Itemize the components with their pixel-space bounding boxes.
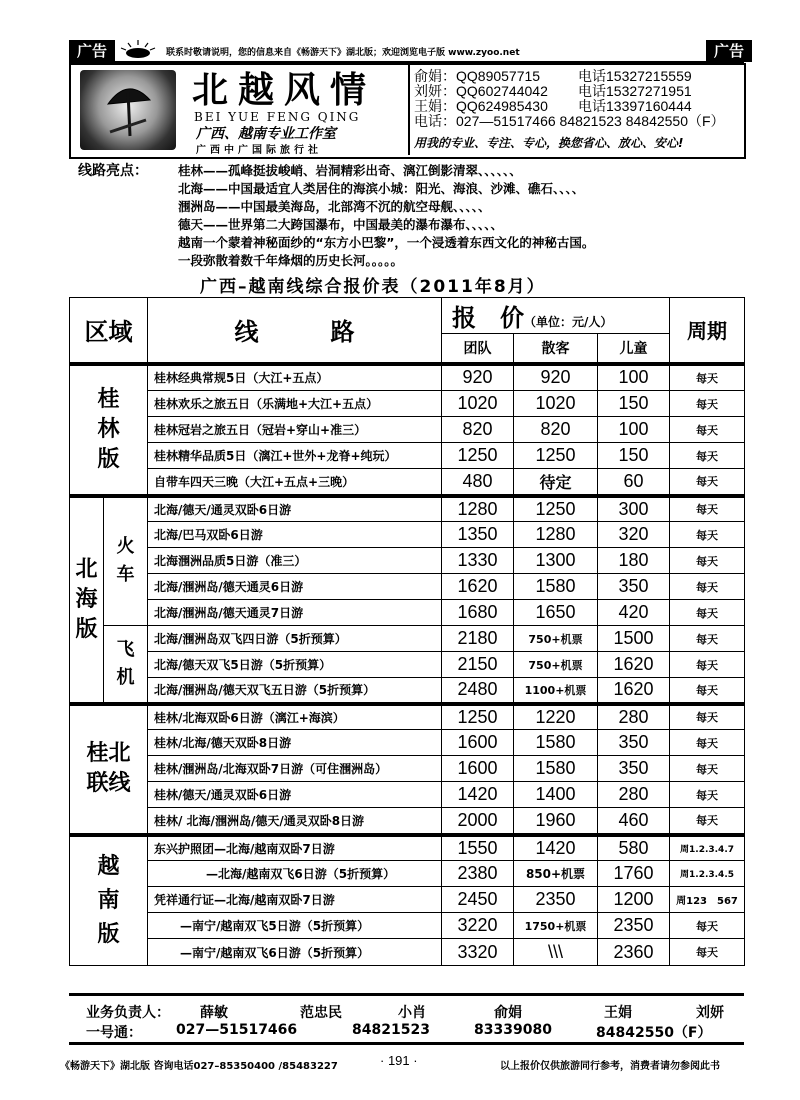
umbrella-icon [80,70,176,150]
table-row [70,496,745,522]
highlight-line: 桂林——孤峰挺拔峻峭、岩洞精彩出奇、漓江倒影清翠、、、、、、 [178,163,522,178]
period-cell: 每天 [670,600,745,626]
single-price: 1580 [514,730,598,756]
single-price: 850+机票 [514,861,598,887]
group-price: 480 [442,469,514,496]
group-price: 2000 [442,808,514,835]
period-cell: 每天 [670,417,745,443]
child-price: 100 [598,364,670,391]
contact-phone-3: 电话13397160444 [578,98,692,114]
group-price: 1420 [442,782,514,808]
single-price: 1300 [514,548,598,574]
staff-rule-bottom [69,1042,744,1045]
sub-region-train: 火车 [104,496,148,626]
hotline-number: 84842550（F） [596,1025,712,1041]
period-cell: 每天 [670,364,745,391]
group-price: 1620 [442,574,514,600]
route-cell: 凭祥通行证—北海/越南双卧7日游 [148,887,442,913]
table-row [70,939,745,966]
group-price: 920 [442,364,514,391]
route-cell: 桂林经典常规5日（大江+五点） [148,364,442,391]
table-title: 广西–越南线综合报价表（2011年8月） [200,277,546,297]
header-group: 团队 [442,334,514,364]
hotline-number: 84821523 [352,1022,430,1038]
child-price: 150 [598,443,670,469]
single-price: 750+机票 [514,626,598,652]
table-row [70,782,745,808]
table-row [70,704,745,730]
group-price: 1600 [442,730,514,756]
route-cell: 桂林/涠洲岛/北海双卧7日游（可住涠洲岛） [148,756,442,782]
child-price: 100 [598,417,670,443]
agency-emblem [80,70,176,150]
table-row [70,626,745,652]
table-row [70,548,745,574]
group-price: 1600 [442,756,514,782]
single-price: 820 [514,417,598,443]
single-price: 1420 [514,835,598,861]
region-beihai: 北海版 [70,496,104,704]
route-cell: 自带车四天三晚（大江+五点+三晚） [148,469,442,496]
header-region: 区域 [70,298,148,364]
single-price: 1220 [514,704,598,730]
route-cell: —北海/越南双飞6日游（5折预算） [148,861,442,887]
table-row [70,678,745,704]
period-cell: 每天 [670,469,745,496]
period-cell: 每天 [670,391,745,417]
group-price: 2480 [442,678,514,704]
group-price: 2180 [442,626,514,652]
period-cell: 每天 [670,626,745,652]
group-price: 1250 [442,443,514,469]
brand-name: 北越风情 [192,69,377,111]
page-number: · 191 · [380,1053,418,1068]
table-row [70,364,745,391]
child-price: 280 [598,704,670,730]
single-price: 1580 [514,574,598,600]
group-price: 1330 [442,548,514,574]
single-price: 1020 [514,391,598,417]
staff-name: 王娟 [604,1005,632,1021]
child-price: 1620 [598,678,670,704]
group-price: 2150 [442,652,514,678]
header-price-cell [442,298,670,334]
single-price: 1250 [514,496,598,522]
brand-agency: 广西中广国际旅行社 [196,145,322,156]
child-price: 180 [598,548,670,574]
child-price: 1500 [598,626,670,652]
header-price: 报 价 [452,304,524,332]
footer-right: 以上报价仅供旅游同行参考，消费者请勿参阅此书 [500,1061,720,1072]
sun-logo-icon [116,40,160,62]
child-price: 2360 [598,939,670,966]
single-price: 1960 [514,808,598,835]
table-row [70,913,745,939]
table-row [70,574,745,600]
route-cell: 桂林精华品质5日（漓江+世外+龙脊+纯玩） [148,443,442,469]
single-price: 待定 [514,469,598,496]
route-cell: 北海/德天双飞5日游（5折预算） [148,652,442,678]
table-row [70,730,745,756]
staff-rule-top [69,993,744,996]
staff-name: 范忠民 [300,1005,342,1021]
contact-name-2: 刘妍：QQ602744042 [414,83,548,99]
period-cell: 每天 [670,808,745,835]
hotline-number: 027—51517466 [176,1022,298,1038]
route-cell: —南宁/越南双飞6日游（5折预算） [148,939,442,966]
hotline-label: 一号通： [86,1025,142,1041]
route-cell: 北海涠洲品质5日游（准三） [148,548,442,574]
child-price: 320 [598,522,670,548]
child-price: 300 [598,496,670,522]
contact-name-3: 王娟：QQ624985430 [414,98,548,114]
table-row [70,600,745,626]
table-row [70,835,745,861]
child-price: 2350 [598,913,670,939]
brand-subtitle: 广西、越南专业工作室 [196,126,336,142]
period-cell: 每天 [670,496,745,522]
table-row [70,861,745,887]
route-cell: 北海/涠洲岛双飞四日游（5折预算） [148,626,442,652]
staff-name: 薛敏 [200,1005,228,1021]
header-child: 儿童 [598,334,670,364]
highlight-line: 北海——中国最适宜人类居住的海滨小城：阳光、海浪、沙滩、礁石、、、、 [178,181,585,196]
single-price: 750+机票 [514,652,598,678]
route-cell: —南宁/越南双飞5日游（5折预算） [148,913,442,939]
single-price: 1650 [514,600,598,626]
period-cell: 周1.2.3.4.5 [670,861,745,887]
period-cell: 每天 [670,548,745,574]
header-route: 线 路 [148,298,442,364]
period-cell: 每天 [670,522,745,548]
route-cell: 桂林冠岩之旅五日（冠岩+穿山+准三） [148,417,442,443]
brand-pinyin: BEI YUE FENG QING [194,110,361,124]
child-price: 580 [598,835,670,861]
slogan: 用我的专业、专注、专心，换您省心、放心、安心! [414,136,684,150]
route-cell: 北海/涠洲岛/德天通灵7日游 [148,600,442,626]
ad-label-left: 广告 [69,40,115,62]
staff-label: 业务负责人： [86,1005,170,1021]
single-price: 1250 [514,443,598,469]
contact-phone-line: 电话：027—51517466 84821523 84842550（F） [414,113,725,129]
header-unit: （单位：元/人） [524,315,613,329]
table-row [70,756,745,782]
single-price: 1750+机票 [514,913,598,939]
header-period: 周期 [670,298,745,364]
group-price: 1020 [442,391,514,417]
child-price: 1200 [598,887,670,913]
highlight-line: 涠洲岛——中国最美海岛，北部湾不沉的航空母舰、、、、、 [178,199,491,214]
route-cell: 桂林欢乐之旅五日（乐满地+大江+五点） [148,391,442,417]
table-row [70,417,745,443]
table-row [70,887,745,913]
single-price: 1280 [514,522,598,548]
table-row [70,652,745,678]
header-notice: 联系时敬请说明，您的信息来自《畅游天下》湖北版；欢迎浏览电子版 www.zyoo.net [166,48,520,58]
header-single: 散客 [514,334,598,364]
group-price: 1350 [442,522,514,548]
single-price: 2350 [514,887,598,913]
staff-name: 俞娟 [494,1005,522,1021]
period-cell: 每天 [670,678,745,704]
region-guibei: 桂北联线 [70,704,148,835]
table-row [70,443,745,469]
period-cell: 每天 [670,913,745,939]
group-price: 1680 [442,600,514,626]
highlights-label: 线路亮点： [78,163,148,179]
group-price: 1280 [442,496,514,522]
child-price: 150 [598,391,670,417]
period-cell: 周123 567 [670,887,745,913]
single-price: 920 [514,364,598,391]
route-cell: 桂林/ 北海/涠洲岛/德天/通灵双卧8日游 [148,808,442,835]
period-cell: 每天 [670,939,745,966]
route-cell: 北海/德天/通灵双卧6日游 [148,496,442,522]
table-row [70,469,745,496]
group-price: 2380 [442,861,514,887]
route-cell: 桂林/北海/德天双卧8日游 [148,730,442,756]
table-row [70,391,745,417]
highlight-line: 德天——世界第二大跨国瀑布，中国最美的瀑布瀑布、、、、、 [178,217,504,232]
footer-left: 《畅游天下》湖北版 咨询电话027–85350400 /85483227 [60,1061,338,1072]
route-cell: 桂林/北海双卧6日游（漓江+海滨） [148,704,442,730]
single-price: \\\ [514,939,598,966]
child-price: 1760 [598,861,670,887]
highlight-line: 一段弥散着数千年烽烟的历史长河。。。。。 [178,253,404,268]
period-cell: 周1.2.3.4.7 [670,835,745,861]
group-price: 2450 [442,887,514,913]
period-cell: 每天 [670,756,745,782]
single-price: 1400 [514,782,598,808]
region-guilin: 桂林版 [70,364,148,496]
child-price: 1620 [598,652,670,678]
staff-name: 小肖 [398,1005,426,1021]
child-price: 350 [598,756,670,782]
child-price: 350 [598,574,670,600]
table-row [70,522,745,548]
route-cell: 北海/巴马双卧6日游 [148,522,442,548]
period-cell: 每天 [670,574,745,600]
group-price: 1550 [442,835,514,861]
group-price: 3220 [442,913,514,939]
period-cell: 每天 [670,652,745,678]
period-cell: 每天 [670,443,745,469]
region-vietnam: 越南版 [70,835,148,966]
ad-label-right: 广告 [706,40,752,62]
route-cell: 北海/涠洲岛/德天通灵6日游 [148,574,442,600]
contact-phone-1: 电话15327215559 [578,68,692,84]
highlight-line: 越南一个蒙着神秘面纱的“东方小巴黎”，一个浸透着东西文化的神秘古国。 [178,235,595,250]
route-cell: 东兴护照团—北海/越南双卧7日游 [148,835,442,861]
magazine-logo [116,40,160,62]
sub-region-plane: 飞机 [104,626,148,704]
period-cell: 每天 [670,730,745,756]
child-price: 280 [598,782,670,808]
contact-phone-2: 电话15327271951 [578,83,692,99]
child-price: 460 [598,808,670,835]
child-price: 60 [598,469,670,496]
child-price: 420 [598,600,670,626]
single-price: 1580 [514,756,598,782]
price-table [69,297,745,966]
group-price: 3320 [442,939,514,966]
period-cell: 每天 [670,704,745,730]
table-row [70,808,745,835]
brand-divider [408,63,410,155]
route-cell: 桂林/德天/通灵双卧6日游 [148,782,442,808]
staff-name: 刘妍 [696,1005,724,1021]
group-price: 820 [442,417,514,443]
period-cell: 每天 [670,782,745,808]
contact-name-1: 俞娟：QQ89057715 [414,68,541,84]
route-cell: 北海/涠洲岛/德天双飞五日游（5折预算） [148,678,442,704]
single-price: 1100+机票 [514,678,598,704]
child-price: 350 [598,730,670,756]
group-price: 1250 [442,704,514,730]
hotline-number: 83339080 [474,1022,552,1038]
